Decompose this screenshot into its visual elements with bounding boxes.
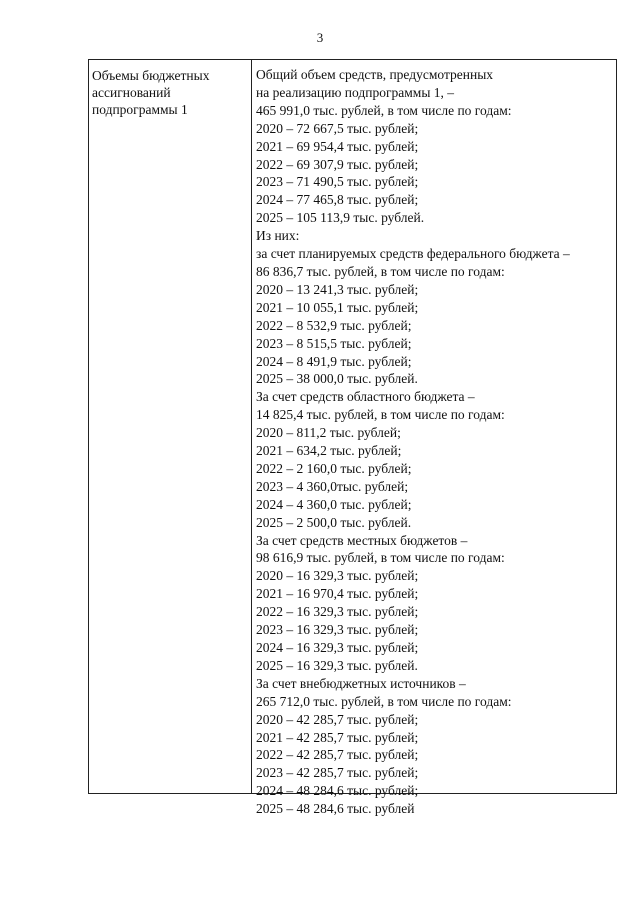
value-line: 98 616,9 тыс. рублей, в том числе по годам: bbox=[256, 550, 505, 566]
value-line: 2021 – 16 970,4 тыс. рублей; bbox=[256, 586, 419, 602]
value-line: 2023 – 71 490,5 тыс. рублей; bbox=[256, 174, 419, 190]
value-line: 2025 – 38 000,0 тыс. рублей. bbox=[256, 371, 418, 387]
value-line: За счет внебюджетных источников – bbox=[256, 675, 466, 691]
value-line: 2024 – 77 465,8 тыс. рублей; bbox=[256, 192, 419, 208]
value-line: 2020 – 811,2 тыс. рублей; bbox=[256, 425, 401, 441]
value-line: 2022 – 16 329,3 тыс. рублей; bbox=[256, 604, 419, 620]
value-line: 265 712,0 тыс. рублей, в том числе по годам: bbox=[256, 693, 512, 709]
value-line: 2025 – 2 500,0 тыс. рублей. bbox=[256, 514, 412, 530]
value-line: 2020 – 13 241,3 тыс. рублей; bbox=[256, 281, 419, 297]
value-line: 14 825,4 тыс. рублей, в том числе по годам: bbox=[256, 407, 505, 423]
value-line: 465 991,0 тыс. рублей, в том числе по годам: bbox=[256, 102, 512, 118]
value-line: За счет средств местных бюджетов – bbox=[256, 532, 468, 548]
value-line: За счет средств областного бюджета – bbox=[256, 389, 475, 405]
label-line: подпрограммы 1 bbox=[92, 102, 188, 117]
table-label-cell bbox=[89, 60, 252, 793]
value-line: 2024 – 4 360,0 тыс. рублей; bbox=[256, 496, 412, 512]
value-line: 2022 – 2 160,0 тыс. рублей; bbox=[256, 460, 412, 476]
label-line: ассигнований bbox=[92, 85, 171, 100]
value-line: 2023 – 16 329,3 тыс. рублей; bbox=[256, 622, 419, 638]
value-line: 2021 – 42 285,7 тыс. рублей; bbox=[256, 729, 419, 745]
value-line: 2022 – 69 307,9 тыс. рублей; bbox=[256, 156, 419, 172]
value-line: Общий объем средств, предусмотренных bbox=[256, 67, 494, 82]
value-line: 2021 – 69 954,4 тыс. рублей; bbox=[256, 138, 419, 154]
value-line: за счет планируемых средств федерального бюджета – bbox=[256, 246, 570, 262]
value-line: 2025 – 16 329,3 тыс. рублей. bbox=[256, 657, 418, 673]
budget-table bbox=[88, 59, 617, 817]
value-line: 2023 – 4 360,0тыс. рублей; bbox=[256, 478, 409, 494]
value-line: 2024 – 48 284,6 тыс. рублей; bbox=[256, 783, 419, 799]
table-value-cell bbox=[252, 60, 616, 817]
value-line: 2023 – 8 515,5 тыс. рублей; bbox=[256, 335, 412, 351]
value-line: 2020 – 42 285,7 тыс. рублей; bbox=[256, 711, 419, 727]
value-line: 2022 – 8 532,9 тыс. рублей; bbox=[256, 317, 412, 333]
value-line: 2025 – 105 113,9 тыс. рублей. bbox=[256, 210, 425, 226]
value-line: 2024 – 16 329,3 тыс. рублей; bbox=[256, 640, 419, 655]
value-line: Из них: bbox=[256, 228, 300, 244]
page-number: 3 bbox=[316, 30, 324, 45]
value-line: 2021 – 634,2 тыс. рублей; bbox=[256, 443, 402, 459]
value-line: 2020 – 16 329,3 тыс. рублей; bbox=[256, 568, 419, 584]
value-line: 86 836,7 тыс. рублей, в том числе по годам: bbox=[256, 263, 505, 279]
value-line: 2023 – 42 285,7 тыс. рублей; bbox=[256, 765, 419, 781]
value-line: на реализацию подпрограммы 1, – bbox=[256, 84, 455, 100]
value-line: 2022 – 42 285,7 тыс. рублей; bbox=[256, 747, 419, 763]
value-line: 2025 – 48 284,6 тыс. рублей bbox=[256, 801, 415, 817]
value-line: 2020 – 72 667,5 тыс. рублей; bbox=[256, 120, 419, 136]
label-line: Объемы бюджетных bbox=[92, 68, 210, 83]
value-line: 2021 – 10 055,1 тыс. рублей; bbox=[256, 299, 419, 315]
value-line: 2024 – 8 491,9 тыс. рублей; bbox=[256, 353, 412, 369]
